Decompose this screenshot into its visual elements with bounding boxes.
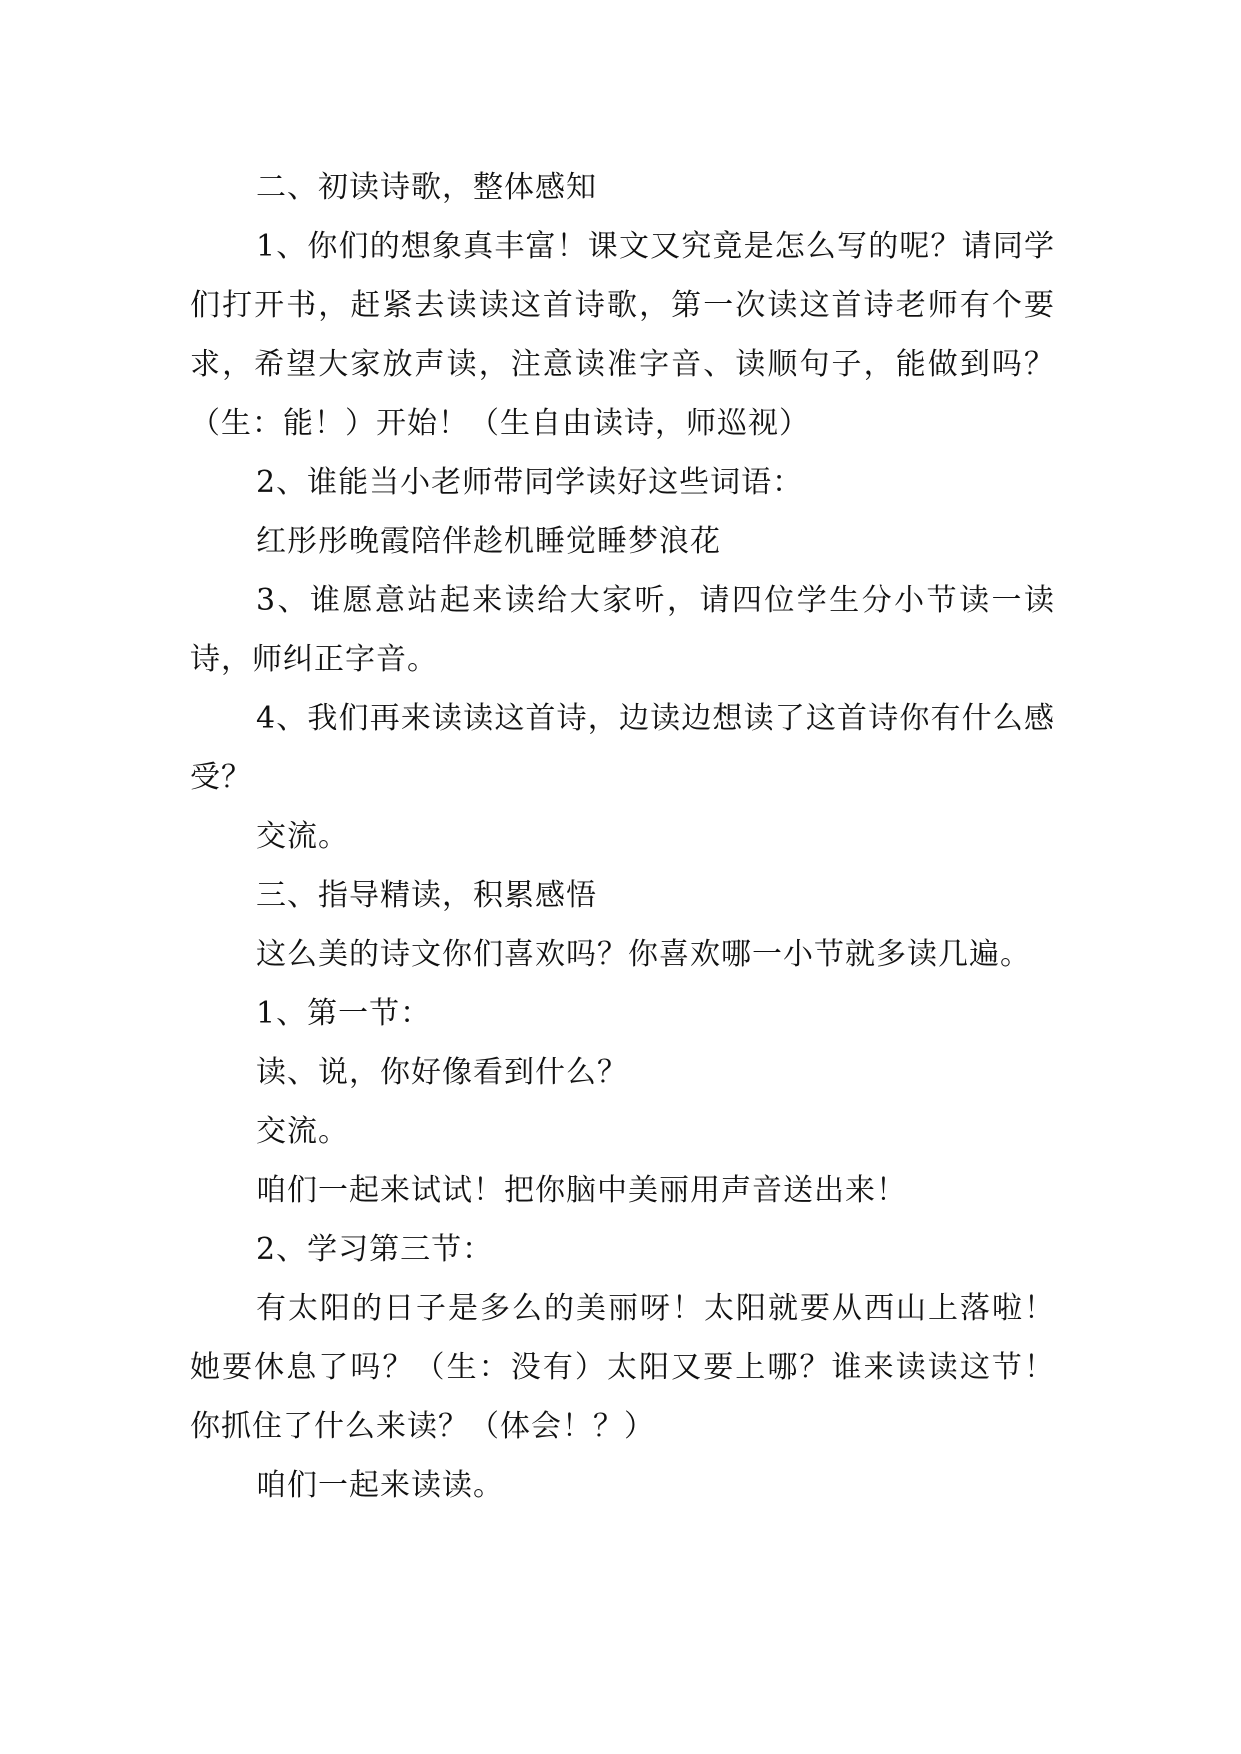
paragraph-step-1: 1、你们的想象真丰富！课文又究竟是怎么写的呢？请同学们打开书，赶紧去读读这首诗歌，第一次读这首诗老师有个要求，希望大家放声读，注意读准字音、读顺句子，能做到吗？（生：能！）开始！（生自由读诗，师巡视）: [190, 229, 1055, 441]
section-heading-close-reading: 三、指导精读，积累感悟: [256, 878, 597, 913]
document-body: [190, 158, 1055, 1515]
paragraph-exchange-1: 交流。: [256, 819, 349, 854]
paragraph-intro-question: 这么美的诗文你们喜欢吗？你喜欢哪一小节就多读几遍。: [256, 937, 1031, 972]
paragraph-step-2: 2、谁能当小老师带同学读好这些词语：: [256, 465, 804, 500]
paragraph-step-3: 3、谁愿意站起来读给大家听，请四位学生分小节读一读诗，师纠正字音。: [190, 583, 1055, 677]
section-heading-first-reading: 二、初读诗歌，整体感知: [256, 170, 597, 205]
paragraph-exchange-2: 交流。: [256, 1114, 349, 1149]
vocabulary-line: 红彤彤晚霞陪伴趁机睡觉睡梦浪花: [256, 524, 721, 559]
paragraph-step-4: 4、我们再来读读这首诗，边读边想读了这首诗你有什么感受？: [190, 701, 1055, 795]
paragraph-section-one: 1、第一节：: [256, 996, 432, 1031]
paragraph-sun-passage: 有太阳的日子是多么的美丽呀！太阳就要从西山上落啦！她要休息了吗？（生：没有）太阳又要上哪？谁来读读这节！你抓住了什么来读？（体会！？）: [190, 1291, 1055, 1444]
paragraph-read-together: 咱们一起来读读。: [256, 1468, 504, 1503]
paragraph-try-together: 咱们一起来试试！把你脑中美丽用声音送出来！: [256, 1173, 907, 1208]
paragraph-read-say: 读、说，你好像看到什么？: [256, 1055, 628, 1090]
paragraph-section-three: 2、学习第三节：: [256, 1232, 494, 1267]
